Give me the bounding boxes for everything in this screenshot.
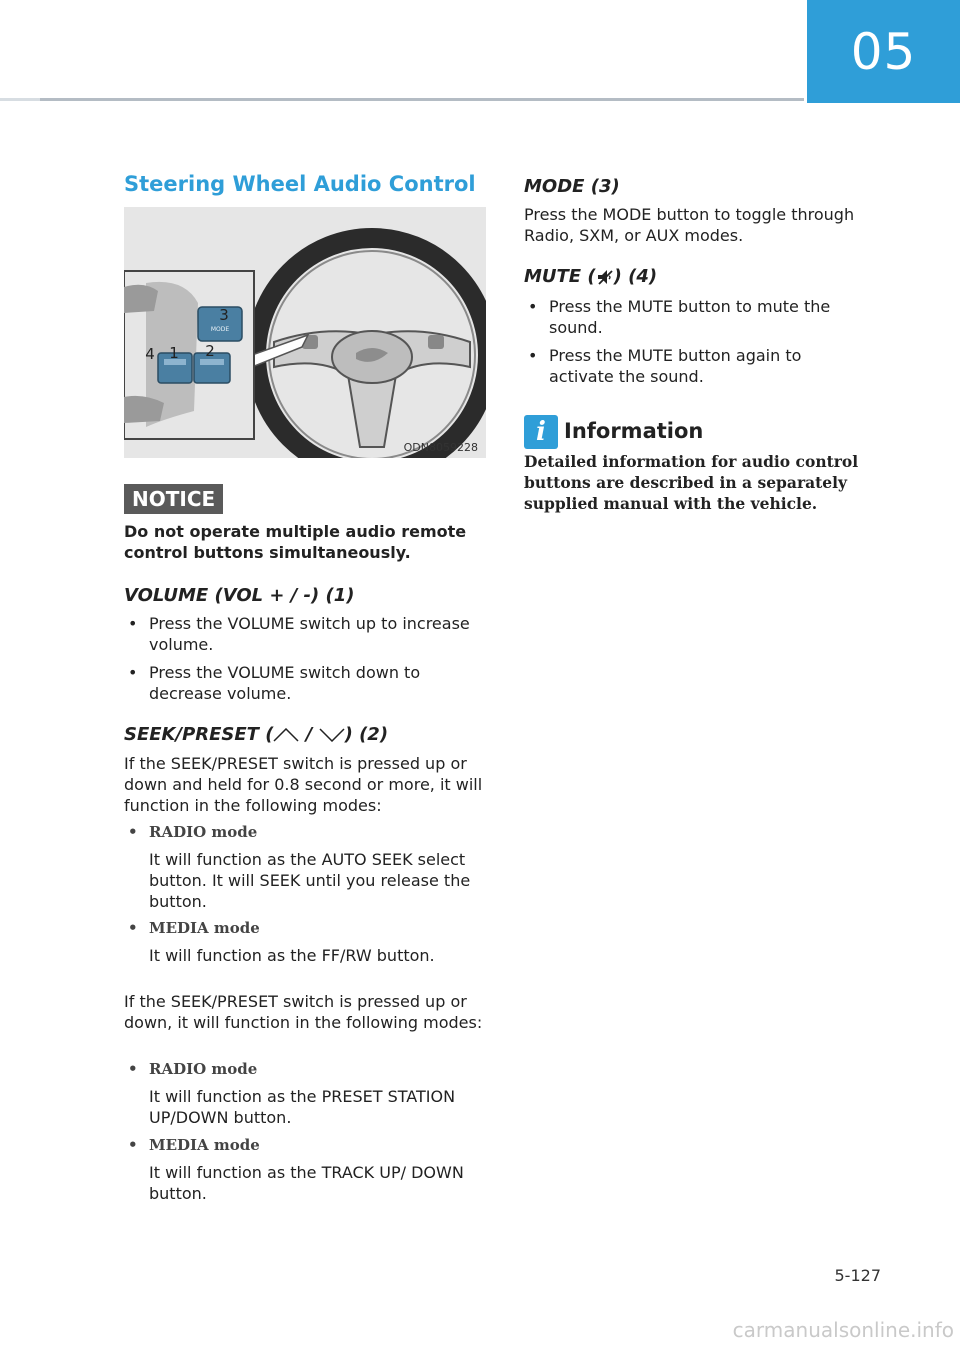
volume-heading: VOLUME (VOL + / -) (1)	[124, 585, 355, 606]
header-rule	[0, 98, 804, 101]
callout-3: 3	[219, 306, 229, 324]
mode-text: Press the MODE button to toggle through Radio, SXM, or AUX modes.	[524, 205, 855, 245]
seek-heading-suffix: ) (2)	[344, 724, 389, 745]
seek-heading	[124, 724, 488, 745]
volume-bullet: • Press the VOLUME switch up to increase volume.	[124, 613, 488, 655]
notice-text: Do not operate multiple audio remote control buttons simultaneously.	[124, 522, 467, 562]
steering-wheel-illustration	[124, 207, 486, 458]
mute-heading-prefix: MUTE (	[524, 266, 596, 287]
seek-heading-separator: /	[299, 724, 319, 745]
seek-intro-held: If the SEEK/PRESET switch is pressed up or down and held for 0.8 second or more, it will function in the following modes:	[124, 754, 483, 815]
watermark: carmanualsonline.info	[732, 1318, 954, 1342]
seek-radio-mode-label-2: • RADIO mode	[124, 1059, 513, 1079]
page-number: 5-127	[834, 1266, 881, 1285]
volume-list	[124, 613, 488, 704]
seek-intro-press: If the SEEK/PRESET switch is pressed up or down, it will function in the following modes:	[124, 992, 483, 1032]
seek-media-mode-text-2: It will function as the TRACK UP/ DOWN button.	[149, 1163, 464, 1203]
seek-heading-prefix: SEEK/PRESET (	[124, 724, 274, 745]
mode-button-label: MODE	[210, 326, 230, 333]
chapter-tab: 05	[807, 0, 960, 103]
mute-heading	[524, 266, 864, 287]
information-text: Detailed information for audio control buttons are described in a separately supplied manual with the vehicle.	[524, 452, 859, 513]
callout-4: 4	[145, 345, 155, 363]
chevron-down-icon	[319, 728, 345, 742]
mute-bullet: • Press the MUTE button again to activate the sound.	[524, 345, 864, 387]
mute-list	[524, 296, 864, 387]
volume-bullet: • Press the VOLUME switch down to decrease volume.	[124, 662, 488, 704]
mode-heading: MODE (3)	[524, 176, 620, 197]
header-rule-fade	[0, 98, 40, 101]
mute-bullet: • Press the MUTE button to mute the sound.	[524, 296, 864, 338]
seek-radio-mode-label: • RADIO mode	[124, 822, 513, 842]
chevron-up-icon	[273, 728, 299, 742]
figure-code: ODN8059228	[403, 441, 478, 454]
section-title: Steering Wheel Audio Control	[124, 172, 476, 196]
seek-radio-mode-text-2: It will function as the PRESET STATION UP/DOWN button.	[149, 1087, 456, 1127]
seek-media-mode-text: It will function as the FF/RW button.	[149, 946, 435, 965]
information-title: Information	[564, 419, 704, 443]
seek-media-mode-label: • MEDIA mode	[124, 918, 513, 938]
information-icon: i	[524, 415, 558, 449]
callout-2: 2	[205, 342, 215, 360]
steering-wheel-figure	[124, 207, 486, 458]
mute-heading-suffix: ) (4)	[613, 266, 658, 287]
seek-radio-mode-text: It will function as the AUTO SEEK select button. It will SEEK until you release the button.	[149, 850, 471, 911]
callout-1: 1	[169, 344, 179, 362]
mute-speaker-icon	[596, 268, 614, 286]
seek-media-mode-label-2: • MEDIA mode	[124, 1135, 513, 1155]
notice-badge: NOTICE	[124, 484, 223, 514]
